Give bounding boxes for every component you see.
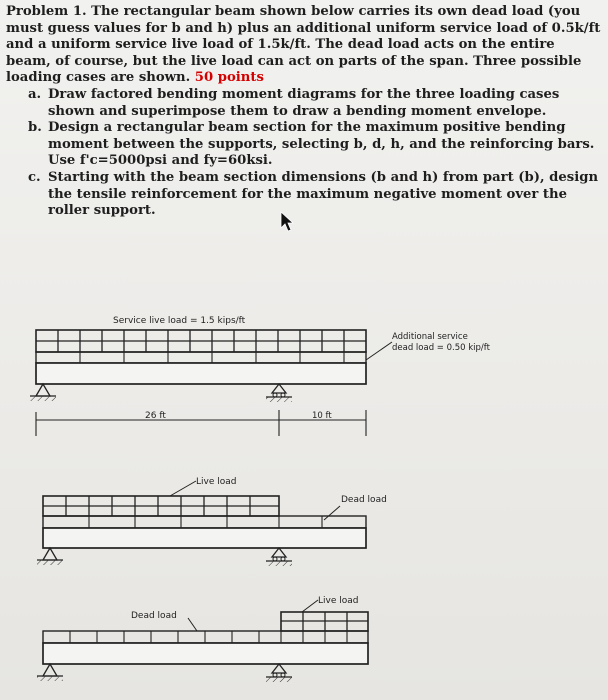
part-b-text: Design a rectangular beam section for the maximum positive bending moment between the supports, selecting b, d, h, and the reinforcing bars. Use f'c=5000psi and fy=60ksi.: [48, 120, 595, 169]
case1-service-live-label: Service live load = 1.5 kips/ft: [113, 316, 246, 326]
part-a-label: a.: [28, 86, 42, 102]
case3-pin-support: [37, 664, 63, 681]
case2-dead-leader: [324, 506, 340, 520]
case3-live-load-grid: [281, 612, 368, 631]
case3-live-leader: [302, 600, 318, 612]
case1-roller-support: [266, 384, 292, 402]
loading-case-3: [37, 596, 368, 682]
case1-dead-leader: [366, 342, 392, 360]
case1-pin-support: [30, 384, 56, 401]
case1-live-load-grid: [36, 330, 366, 352]
part-c-label: c.: [28, 169, 41, 185]
case1-span2-label: 10 ft: [312, 411, 332, 421]
case2-pin-support: [37, 548, 63, 565]
part-a-text: Draw factored bending moment diagrams for the three loading cases shown and superimpose them to draw a bending moment envelope.: [48, 86, 560, 119]
case3-live-load-label: Live load: [318, 596, 359, 606]
case1-additional-dead-line1: Additional service: [392, 332, 468, 342]
loading-case-1: [30, 316, 491, 436]
case2-beam: [43, 528, 366, 548]
case2-live-load-grid: [43, 496, 279, 516]
case2-roller-support: [266, 548, 292, 566]
case2-dead-load-label: Dead load: [341, 495, 387, 505]
part-c-text: Starting with the beam section dimensions (b and h) from part (b), design the tensile reinforcement for the maximum negative moment over the roller support.: [48, 169, 599, 219]
case3-dead-leader: [188, 618, 197, 631]
case2-live-load-label: Live load: [196, 477, 237, 487]
case3-dead-load-label: Dead load: [131, 611, 177, 621]
case1-dead-load-strip: [36, 352, 366, 363]
cursor-arrow-icon: [281, 212, 293, 231]
points-label: 50 points: [194, 70, 264, 86]
case3-roller-support: [266, 664, 292, 682]
case1-span1-label: 26 ft: [145, 411, 166, 421]
case1-additional-dead-line2: dead load = 0.50 kip/ft: [392, 343, 490, 353]
case2-dead-load-strip: [43, 516, 366, 528]
case3-beam: [43, 643, 368, 664]
loading-case-2: [37, 477, 387, 566]
problem-intro-text: Problem 1. The rectangular beam shown below carries its own dead load (you must guess values for b and h) plus an additional uniform service load of 0.5k/ft and a uniform service live load of 1.5k/ft. The dead load acts on the entire beam, of course, but the live load can act on parts of the span. Three possible loading cases are shown.: [6, 4, 601, 86]
case1-beam: [36, 363, 366, 384]
case2-live-leader: [170, 481, 196, 496]
part-b-label: b.: [28, 120, 42, 136]
